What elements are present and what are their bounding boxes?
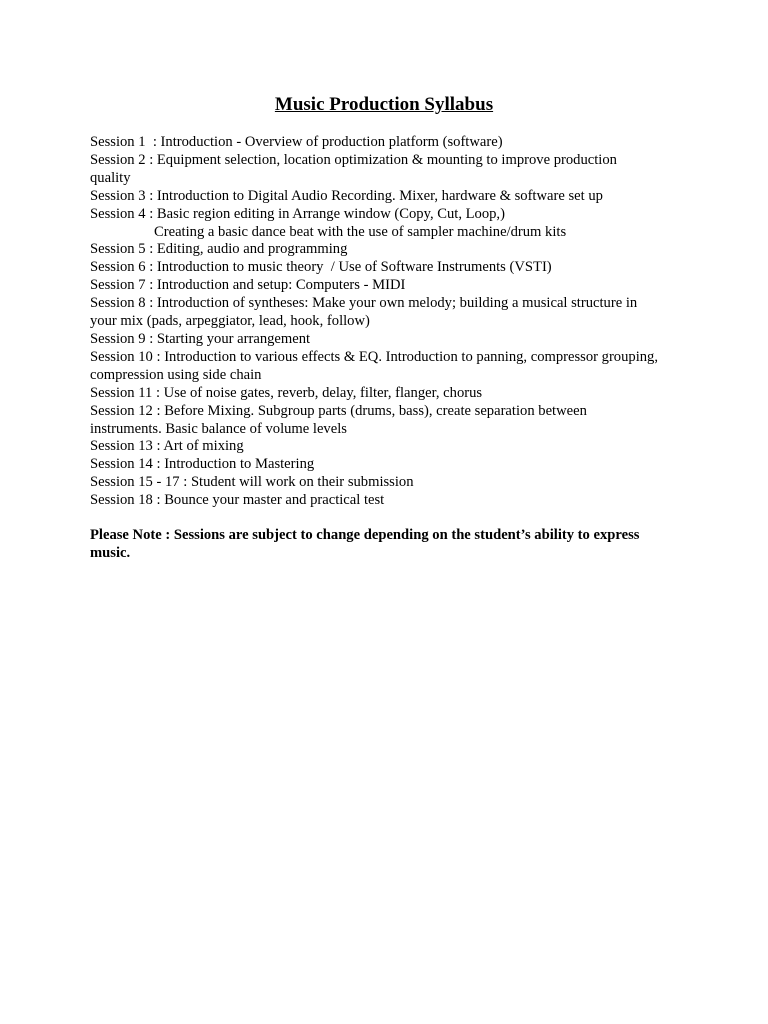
session-line: Session 5 : Editing, audio and programming xyxy=(90,241,348,258)
session-list xyxy=(90,134,690,510)
session-line: compression using side chain xyxy=(90,366,262,383)
session-line: Session 10 : Introduction to various effects & EQ. Introduction to panning, compressor grouping, xyxy=(90,348,658,365)
session-line: Session 7 : Introduction and setup: Computers - MIDI xyxy=(90,277,406,294)
session-line: Session 18 : Bounce your master and practical test xyxy=(90,492,385,509)
session-line: Session 2 : Equipment selection, location optimization & mounting to improve production xyxy=(90,151,617,168)
page-title: Music Production Syllabus xyxy=(274,94,494,115)
note-paragraph: Please Note : Sessions are subject to change depending on the student’s ability to express music. xyxy=(90,527,640,561)
session-line: Session 8 : Introduction of syntheses: Make your own melody; building a musical structure in xyxy=(90,295,638,312)
session-line: Session 14 : Introduction to Mastering xyxy=(90,456,315,473)
session-line: your mix (pads, arpeggiator, lead, hook, follow) xyxy=(90,313,370,330)
session-line: Creating a basic dance beat with the use of sampler machine/drum kits xyxy=(154,223,567,240)
session-line: quality xyxy=(90,169,131,186)
session-line: Session 1 : Introduction - Overview of production platform (software) xyxy=(90,134,503,150)
session-line: Session 9 : Starting your arrangement xyxy=(90,330,311,347)
session-line: Session 12 : Before Mixing. Subgroup parts (drums, bass), create separation between xyxy=(90,402,587,419)
session-line: Session 15 - 17 : Student will work on their submission xyxy=(90,474,414,491)
session-line: Session 4 : Basic region editing in Arrange window (Copy, Cut, Loop,) xyxy=(90,205,505,222)
session-line: Session 13 : Art of mixing xyxy=(90,438,244,455)
session-line: Session 3 : Introduction to Digital Audio Recording. Mixer, hardware & software set up xyxy=(90,187,603,204)
session-line: instruments. Basic balance of volume levels xyxy=(90,420,347,437)
session-line: Session 11 : Use of noise gates, reverb, delay, filter, flanger, chorus xyxy=(90,384,483,401)
session-line: Session 6 : Introduction to music theory / Use of Software Instruments (VSTI) xyxy=(90,259,552,276)
